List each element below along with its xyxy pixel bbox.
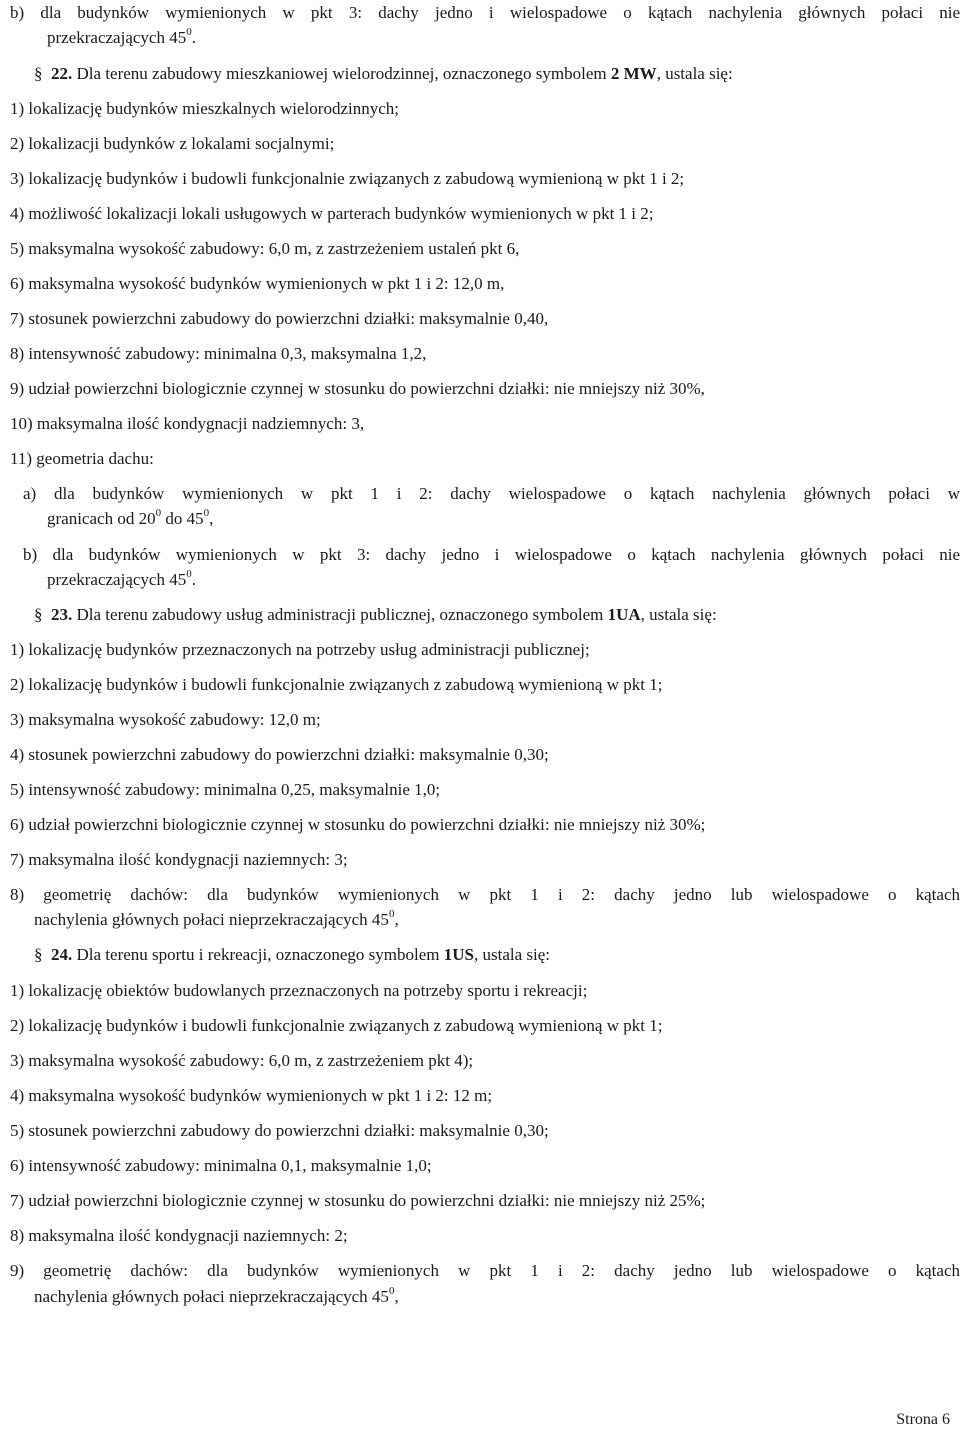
list-item: 3) lokalizację budynków i budowli funkcjonalnie związanych z zabudową wymienioną w pkt 1 i 2; <box>10 169 685 188</box>
sub-item-b-cont: przekraczających $45^0$. <box>47 568 196 589</box>
paragraph-line: b) dla budynków wymienionych w pkt 3: dachy jedno i wielospadowe o kątach nachylenia głównych połaci nie <box>10 3 960 22</box>
list-item: 7) maksymalna ilość kondygnacji naziemnych: 3; <box>10 850 348 869</box>
zone-symbol: 1UA <box>607 605 641 624</box>
sub-item-b: b) dla budynków wymienionych w pkt 3: dachy jedno i wielospadowe o kątach nachylenia głównych połaci nie <box>23 545 960 564</box>
paragraph-line: przekraczających $45^0$. <box>47 26 196 47</box>
list-item: 9) udział powierzchni biologicznie czynnej w stosunku do powierzchni działki: nie mniejszy niż 30%, <box>10 379 705 398</box>
list-item: 6) maksymalna wysokość budynków wymienionych w pkt 1 i 2: 12,0 m, <box>10 274 505 293</box>
list-item: 6) intensywność zabudowy: minimalna 0,1, maksymalnie 1,0; <box>10 1156 432 1175</box>
zone-symbol: 1US <box>443 945 474 964</box>
section-24-heading: § 24. Dla terenu sportu i rekreacji, oznaczonego symbolem 1US, ustala się: <box>34 945 551 964</box>
list-item-cont: nachylenia głównych połaci nieprzekraczających $45^0$, <box>34 908 399 929</box>
list-item: 1) lokalizację budynków przeznaczonych na potrzeby usług administracji publicznej; <box>10 640 590 659</box>
list-item: 1) lokalizację budynków mieszkalnych wielorodzinnych; <box>10 99 399 118</box>
section-23-heading: § 23. Dla terenu zabudowy usług administracji publicznej, oznaczonego symbolem 1UA, ustala się: <box>34 605 717 624</box>
section-22-heading: § 22. Dla terenu zabudowy mieszkaniowej wielorodzinnej, oznaczonego symbolem 2 MW, ustala się: <box>34 64 733 83</box>
list-item: 5) intensywność zabudowy: minimalna 0,25, maksymalnie 1,0; <box>10 780 441 799</box>
list-item: 2) lokalizacji budynków z lokalami socjalnymi; <box>10 134 335 153</box>
list-item: 9) geometrię dachów: dla budynków wymienionych w pkt 1 i 2: dachy jedno lub wielospadowe o kątach <box>10 1261 960 1280</box>
list-item: 7) udział powierzchni biologicznie czynnej w stosunku do powierzchni działki: nie mniejszy niż 25%; <box>10 1191 706 1210</box>
list-item: 4) stosunek powierzchni zabudowy do powierzchni działki: maksymalnie 0,30; <box>10 745 549 764</box>
list-item: 10) maksymalna ilość kondygnacji nadziemnych: 3, <box>10 414 365 433</box>
list-item: 6) udział powierzchni biologicznie czynnej w stosunku do powierzchni działki: nie mniejszy niż 30%; <box>10 815 706 834</box>
section-number: 24. <box>51 945 73 964</box>
list-item: 2) lokalizację budynków i budowli funkcjonalnie związanych z zabudową wymienioną w pkt 1; <box>10 1016 663 1035</box>
section-number: 23. <box>51 605 73 624</box>
list-item: 3) maksymalna wysokość zabudowy: 12,0 m; <box>10 710 321 729</box>
list-item: 1) lokalizację obiektów budowlanych przeznaczonych na potrzeby sportu i rekreacji; <box>10 981 588 1000</box>
section-number: 22. <box>51 64 73 83</box>
sub-item-a-cont: granicach od $20^0$ do $45^0$, <box>47 507 214 528</box>
list-item-cont: nachylenia głównych połaci nieprzekraczających $45^0$, <box>34 1285 399 1306</box>
list-item: 4) możliwość lokalizacji lokali usługowych w parterach budynków wymienionych w pkt 1 i 2; <box>10 204 654 223</box>
zone-symbol: 2 MW <box>610 64 657 83</box>
page-number: Strona 6 <box>896 1411 950 1428</box>
list-item: 11) geometria dachu: <box>10 449 154 468</box>
list-item: 5) maksymalna wysokość zabudowy: 6,0 m, z zastrzeżeniem ustaleń pkt 6, <box>10 239 520 258</box>
list-item: 3) maksymalna wysokość zabudowy: 6,0 m, z zastrzeżeniem pkt 4); <box>10 1051 474 1070</box>
list-item: 8) intensywność zabudowy: minimalna 0,3, maksymalna 1,2, <box>10 344 427 363</box>
list-item: 5) stosunek powierzchni zabudowy do powierzchni działki: maksymalnie 0,30; <box>10 1121 549 1140</box>
list-item: 8) maksymalna ilość kondygnacji naziemnych: 2; <box>10 1226 348 1245</box>
sub-item-a: a) dla budynków wymienionych w pkt 1 i 2: dachy wielospadowe o kątach nachylenia głównych połaci w <box>23 484 960 503</box>
list-item: 4) maksymalna wysokość budynków wymienionych w pkt 1 i 2: 12 m; <box>10 1086 493 1105</box>
list-item: 2) lokalizację budynków i budowli funkcjonalnie związanych z zabudową wymienioną w pkt 1; <box>10 675 663 694</box>
list-item: 8) geometrię dachów: dla budynków wymienionych w pkt 1 i 2: dachy jedno lub wielospadowe o kątach <box>10 885 960 904</box>
list-item: 7) stosunek powierzchni zabudowy do powierzchni działki: maksymalnie 0,40, <box>10 309 549 328</box>
